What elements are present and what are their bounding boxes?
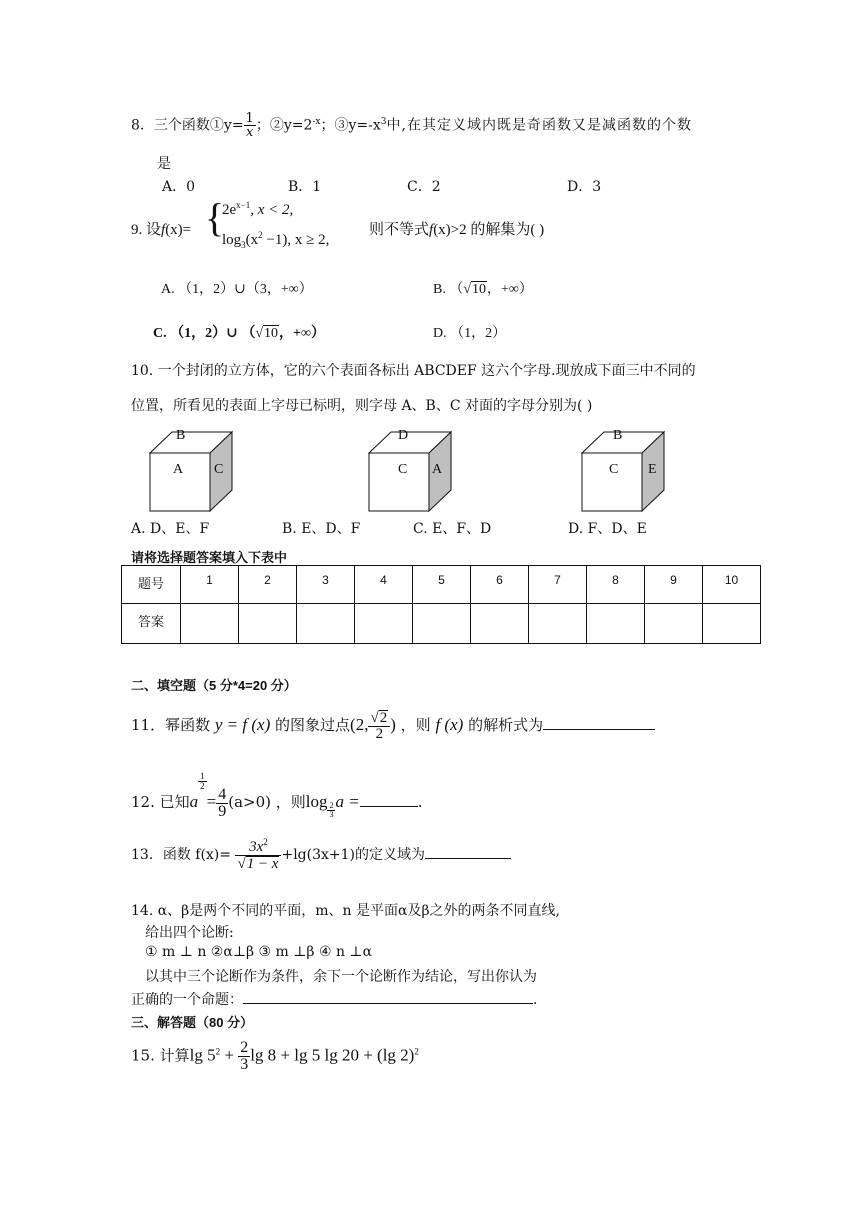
q12-line	[131, 772, 423, 820]
q15-den: 3	[240, 1056, 249, 1073]
q8-exp1: -x	[312, 116, 321, 127]
q8-mid2: ；③y=-x	[320, 117, 381, 134]
header-cell: 10	[703, 566, 761, 604]
answer-cell[interactable]	[355, 604, 413, 644]
q8-exp2: 3	[380, 116, 387, 127]
q11-pt-sqrt: 2	[379, 710, 388, 726]
cube-1-front-label: A	[173, 462, 184, 477]
q14-line5	[131, 989, 537, 1009]
q11-mid: 的图象过点	[275, 716, 351, 734]
q9-lead-text: 9. 设	[131, 222, 162, 238]
q10-line2: 位置，所看见的表面上字母已标明，则字母 A、B、C 对面的字母分别为( )	[131, 398, 593, 414]
answer-cell[interactable]	[413, 604, 471, 644]
q9-optc-a: C. （1，2）∪ （	[153, 326, 256, 341]
header-cell: 8	[587, 566, 645, 604]
q12-eq: =	[206, 792, 217, 811]
q11-expr2: f (x)	[435, 715, 464, 734]
q10-option-b: B. E、D、F	[282, 521, 361, 537]
q14-answer-blank[interactable]	[243, 1003, 533, 1004]
q9-case2a: log	[222, 232, 242, 248]
q11-pt-den: 2	[368, 726, 390, 742]
q15-p2exp: 2	[414, 1046, 419, 1057]
q13-den: 1 − x	[246, 856, 279, 872]
header-label: 题号	[122, 566, 181, 604]
q11-pt-b: )	[390, 715, 396, 734]
q12-end: .	[417, 793, 423, 811]
q12-sub-num: 2	[329, 801, 334, 810]
q9-optc-b: ，+∞）	[279, 326, 325, 341]
answer-table-header-row	[122, 566, 761, 604]
q15-line	[131, 1040, 419, 1073]
q13-tail: +lg(3x+1)的定义域为	[281, 847, 426, 863]
q14-end: .	[533, 992, 538, 1008]
q12-lead: 12. 已知	[131, 793, 190, 811]
answer-cell[interactable]	[529, 604, 587, 644]
cube-3-side-label: E	[648, 462, 657, 477]
answer-cell[interactable]	[297, 604, 355, 644]
q12-tail: a =	[335, 792, 360, 811]
q9-option-b: B. （√10，+∞）	[433, 282, 533, 297]
q9-optc-sqrt: 10	[264, 326, 279, 341]
q13-answer-blank[interactable]	[425, 858, 511, 859]
q12-den: 9	[218, 802, 227, 820]
q15-p1: lg 5	[189, 1045, 216, 1065]
header-cell: 9	[645, 566, 703, 604]
q13-num: 3x	[249, 839, 264, 855]
q9-case2exp: 2	[258, 230, 263, 240]
q9-case2c: −1), x ≥ 2,	[262, 232, 330, 248]
q9-option-c: C. （1，2）∪ （√10，+∞）	[153, 326, 325, 341]
answer-table-answer-row	[122, 604, 761, 644]
section-3-title: 三、解答题（80 分）	[131, 1015, 254, 1030]
q9-tail-f: f	[429, 222, 434, 238]
cube-1-top-label: B	[176, 428, 186, 443]
q14-line2: 给出四个论断:	[145, 925, 234, 941]
q9-optb-sqrt: 10	[472, 282, 487, 297]
q9-f: f	[161, 222, 166, 238]
q10-option-d: D. F、D、E	[568, 521, 647, 537]
answer-cell[interactable]	[239, 604, 297, 644]
q11-expr: y = f (x)	[214, 715, 271, 734]
cube-2-front-label: C	[398, 462, 408, 477]
q8-frac-num: 1	[245, 111, 254, 126]
answer-label: 答案	[122, 604, 181, 644]
cube-3-top-label: B	[613, 428, 623, 443]
q9-brace: {	[205, 195, 225, 240]
q14-line1: 14. α、β是两个不同的平面，m、n 是平面α及β之外的两条不同直线,	[131, 903, 561, 919]
q9-tail-text: 则不等式	[369, 222, 430, 238]
q8-option-d: D．3	[567, 179, 602, 195]
q11-line: 11．幂函数 y = f (x) 的图象过点(2, $\frac{√2}{2}$ ) ，则 f (x) 的解析式为	[131, 710, 655, 742]
header-cell: 5	[413, 566, 471, 604]
q9-case2sub: 3	[241, 240, 246, 250]
q15-lead: 15. 计算	[131, 1046, 190, 1065]
q9-optb-a: B. （	[433, 282, 464, 297]
q9-case2b: (x	[245, 232, 259, 248]
q12-exp-num: 1	[200, 771, 205, 781]
cube-3-front-label: C	[609, 462, 619, 477]
answer-cell[interactable]	[181, 604, 239, 644]
header-cell: 3	[297, 566, 355, 604]
q11-tail2: 的解析式为	[468, 716, 544, 734]
q9-case1a: 2e	[222, 202, 237, 218]
q13-num-exp: 2	[263, 837, 268, 847]
cube-2-side-label: A	[432, 462, 443, 477]
q11-answer-blank[interactable]	[543, 729, 655, 730]
q11-tail: ，则	[400, 716, 431, 734]
q11-pt-a: (2,	[350, 715, 369, 734]
q12-sub-den: 3	[329, 810, 334, 819]
q15-p1exp: 2	[215, 1046, 221, 1057]
q8-line2: 是	[157, 156, 171, 172]
header-cell: 7	[529, 566, 587, 604]
q8-mid: ；②y=2	[255, 117, 313, 134]
q8-lead: 8．三个函数①y=	[131, 117, 244, 134]
answer-cell[interactable]	[587, 604, 645, 644]
q13-lead: 13．函数 f(x)=	[131, 847, 231, 863]
q11-lead: 11．幂函数	[131, 716, 211, 734]
header-cell: 6	[471, 566, 529, 604]
q9-option-a: A. （1，2）∪（3，+∞）	[161, 282, 313, 297]
q9-tail2: (x)>2 的解集为( )	[433, 222, 545, 238]
q12-a: a	[189, 792, 199, 811]
q13-line: 13．函数 f(x)= $\frac{3x^2}{√1 - x}$ +lg(3x+1)的定义域为	[131, 838, 511, 872]
q12-cond: (a>0) ，则	[228, 793, 306, 811]
header-cell: 2	[239, 566, 297, 604]
q12-log: log	[305, 792, 328, 811]
q10-line1: 10. 一个封闭的立方体，它的六个表面各标出 ABCDEF 这六个字母.现放成下面三中不同的	[131, 363, 696, 379]
header-cell: 4	[355, 566, 413, 604]
q10-option-a: A. D、E、F	[131, 521, 210, 537]
header-cell: 1	[181, 566, 239, 604]
q12-num: 4	[218, 785, 227, 803]
q14-line4: 以其中三个论断作为条件，余下一个论断作为结论，写出你认为	[145, 969, 537, 985]
answer-table-caption: 请将选择题答案填入下表中	[131, 550, 288, 565]
q15-p2: lg 8 + lg 5 lg 20 + (lg 2)	[250, 1045, 415, 1065]
q9-case1b: , x < 2,	[250, 202, 294, 218]
q12-exp-den: 2	[200, 781, 205, 791]
q15-plus: +	[220, 1045, 239, 1065]
answer-cell[interactable]	[703, 604, 761, 644]
q9-case1exp: x−1	[236, 200, 251, 210]
answer-cell[interactable]	[645, 604, 703, 644]
q9-option-d: D. （1，2）	[433, 326, 507, 341]
q9-fx: (x)=	[165, 222, 192, 238]
cube-2-top-label: D	[398, 428, 409, 443]
section-2-title: 二、填空题（5 分*4=20 分）	[131, 678, 297, 693]
q14-line3: ① m ⊥ n ②α⊥β ③ m ⊥β ④ n ⊥α	[145, 944, 373, 960]
q8-option-c: C．2	[407, 179, 441, 195]
q8-tail: 中,在其定义域内既是奇函数又是减函数的个数	[386, 117, 692, 134]
answer-table	[121, 565, 761, 644]
q8-frac-den: x	[244, 125, 256, 139]
q8-option-a: A．0	[162, 179, 196, 195]
answer-cell[interactable]	[471, 604, 529, 644]
q14-line5-text: 正确的一个命题：	[131, 992, 243, 1008]
q15-num: 2	[240, 1039, 249, 1056]
q9-optb-b: ，+∞）	[487, 282, 533, 297]
q12-answer-blank[interactable]	[360, 806, 418, 807]
cube-1-side-label: C	[214, 462, 224, 477]
q10-option-c: C. E、F、D	[413, 521, 492, 537]
q8-option-b: B．1	[288, 179, 322, 195]
